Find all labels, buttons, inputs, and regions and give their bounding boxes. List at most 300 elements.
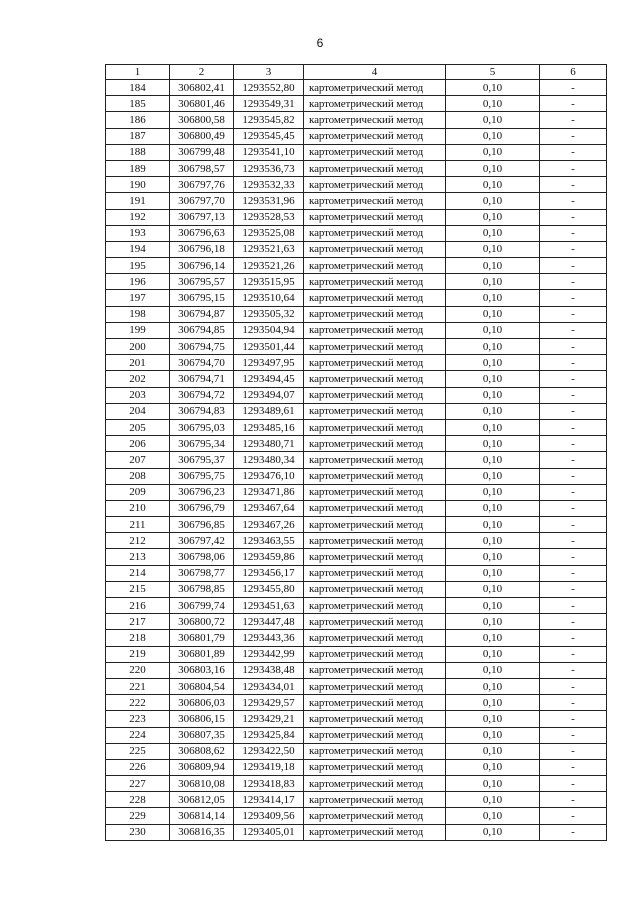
point-number-cell: 200 [106,339,170,355]
table-row [106,581,607,597]
note-cell: - [540,258,607,274]
method-cell: картометрический метод [304,484,446,500]
table-row [106,500,607,516]
x-coordinate-cell: 306799,48 [170,144,234,160]
accuracy-cell: 0,10 [446,517,540,533]
point-number-cell: 213 [106,549,170,565]
table-row [106,727,607,743]
method-cell: картометрический метод [304,646,446,662]
x-coordinate-cell: 306796,23 [170,484,234,500]
table-row [106,662,607,678]
note-cell: - [540,355,607,371]
x-coordinate-cell: 306794,75 [170,339,234,355]
note-cell: - [540,468,607,484]
method-cell: картометрический метод [304,517,446,533]
y-coordinate-cell: 1293447,48 [234,614,304,630]
note-cell: - [540,225,607,241]
table-row [106,711,607,727]
x-coordinate-cell: 306797,76 [170,177,234,193]
y-coordinate-cell: 1293489,61 [234,403,304,419]
method-cell: картометрический метод [304,290,446,306]
x-coordinate-cell: 306812,05 [170,792,234,808]
table-row [106,743,607,759]
accuracy-cell: 0,10 [446,306,540,322]
note-cell: - [540,581,607,597]
table-row [106,387,607,403]
table-body [106,80,607,841]
table-row [106,225,607,241]
x-coordinate-cell: 306800,58 [170,112,234,128]
point-number-cell: 228 [106,792,170,808]
point-number-cell: 230 [106,824,170,840]
accuracy-cell: 0,10 [446,209,540,225]
column-header: 5 [446,65,540,80]
accuracy-cell: 0,10 [446,743,540,759]
table-row [106,290,607,306]
table-row [106,306,607,322]
point-number-cell: 218 [106,630,170,646]
table-row [106,355,607,371]
y-coordinate-cell: 1293497,95 [234,355,304,371]
accuracy-cell: 0,10 [446,177,540,193]
accuracy-cell: 0,10 [446,436,540,452]
x-coordinate-cell: 306814,14 [170,808,234,824]
y-coordinate-cell: 1293528,53 [234,209,304,225]
point-number-cell: 201 [106,355,170,371]
point-number-cell: 227 [106,776,170,792]
point-number-cell: 217 [106,614,170,630]
point-number-cell: 197 [106,290,170,306]
y-coordinate-cell: 1293463,55 [234,533,304,549]
y-coordinate-cell: 1293443,36 [234,630,304,646]
column-header: 2 [170,65,234,80]
x-coordinate-cell: 306796,14 [170,258,234,274]
accuracy-cell: 0,10 [446,339,540,355]
x-coordinate-cell: 306801,79 [170,630,234,646]
column-header: 3 [234,65,304,80]
point-number-cell: 192 [106,209,170,225]
method-cell: картометрический метод [304,144,446,160]
y-coordinate-cell: 1293525,08 [234,225,304,241]
method-cell: картометрический метод [304,112,446,128]
y-coordinate-cell: 1293414,17 [234,792,304,808]
table-row [106,339,607,355]
note-cell: - [540,193,607,209]
x-coordinate-cell: 306801,46 [170,96,234,112]
accuracy-cell: 0,10 [446,808,540,824]
note-cell: - [540,662,607,678]
x-coordinate-cell: 306799,74 [170,598,234,614]
x-coordinate-cell: 306810,08 [170,776,234,792]
y-coordinate-cell: 1293494,45 [234,371,304,387]
note-cell: - [540,322,607,338]
note-cell: - [540,598,607,614]
point-number-cell: 186 [106,112,170,128]
x-coordinate-cell: 306802,41 [170,80,234,96]
accuracy-cell: 0,10 [446,193,540,209]
method-cell: картометрический метод [304,711,446,727]
method-cell: картометрический метод [304,743,446,759]
method-cell: картометрический метод [304,776,446,792]
table-row [106,241,607,257]
note-cell: - [540,808,607,824]
note-cell: - [540,96,607,112]
y-coordinate-cell: 1293425,84 [234,727,304,743]
method-cell: картометрический метод [304,824,446,840]
y-coordinate-cell: 1293451,63 [234,598,304,614]
table-row [106,695,607,711]
method-cell: картометрический метод [304,500,446,516]
accuracy-cell: 0,10 [446,727,540,743]
table-row [106,258,607,274]
method-cell: картометрический метод [304,436,446,452]
accuracy-cell: 0,10 [446,500,540,516]
note-cell: - [540,695,607,711]
point-number-cell: 226 [106,759,170,775]
table-row [106,824,607,840]
accuracy-cell: 0,10 [446,371,540,387]
point-number-cell: 219 [106,646,170,662]
y-coordinate-cell: 1293438,48 [234,662,304,678]
x-coordinate-cell: 306798,57 [170,160,234,176]
method-cell: картометрический метод [304,565,446,581]
table-row [106,436,607,452]
method-cell: картометрический метод [304,614,446,630]
accuracy-cell: 0,10 [446,274,540,290]
accuracy-cell: 0,10 [446,468,540,484]
note-cell: - [540,743,607,759]
y-coordinate-cell: 1293549,31 [234,96,304,112]
point-number-cell: 203 [106,387,170,403]
y-coordinate-cell: 1293459,86 [234,549,304,565]
y-coordinate-cell: 1293536,73 [234,160,304,176]
point-number-cell: 204 [106,403,170,419]
point-number-cell: 214 [106,565,170,581]
accuracy-cell: 0,10 [446,225,540,241]
method-cell: картометрический метод [304,630,446,646]
x-coordinate-cell: 306796,79 [170,500,234,516]
y-coordinate-cell: 1293419,18 [234,759,304,775]
note-cell: - [540,776,607,792]
x-coordinate-cell: 306795,03 [170,419,234,435]
accuracy-cell: 0,10 [446,776,540,792]
y-coordinate-cell: 1293409,56 [234,808,304,824]
x-coordinate-cell: 306808,62 [170,743,234,759]
table-row [106,614,607,630]
table-row [106,128,607,144]
accuracy-cell: 0,10 [446,824,540,840]
method-cell: картометрический метод [304,727,446,743]
table-row [106,598,607,614]
table-row [106,322,607,338]
y-coordinate-cell: 1293480,34 [234,452,304,468]
note-cell: - [540,371,607,387]
x-coordinate-cell: 306801,89 [170,646,234,662]
x-coordinate-cell: 306809,94 [170,759,234,775]
y-coordinate-cell: 1293456,17 [234,565,304,581]
y-coordinate-cell: 1293510,64 [234,290,304,306]
note-cell: - [540,306,607,322]
note-cell: - [540,419,607,435]
method-cell: картометрический метод [304,306,446,322]
x-coordinate-cell: 306797,42 [170,533,234,549]
method-cell: картометрический метод [304,128,446,144]
method-cell: картометрический метод [304,759,446,775]
point-number-cell: 188 [106,144,170,160]
table-row [106,160,607,176]
accuracy-cell: 0,10 [446,160,540,176]
accuracy-cell: 0,10 [446,614,540,630]
x-coordinate-cell: 306804,54 [170,678,234,694]
note-cell: - [540,128,607,144]
y-coordinate-cell: 1293485,16 [234,419,304,435]
method-cell: картометрический метод [304,662,446,678]
column-header: 4 [304,65,446,80]
x-coordinate-cell: 306816,35 [170,824,234,840]
accuracy-cell: 0,10 [446,695,540,711]
y-coordinate-cell: 1293471,86 [234,484,304,500]
note-cell: - [540,452,607,468]
note-cell: - [540,339,607,355]
table-row [106,452,607,468]
y-coordinate-cell: 1293545,82 [234,112,304,128]
x-coordinate-cell: 306795,57 [170,274,234,290]
method-cell: картометрический метод [304,695,446,711]
accuracy-cell: 0,10 [446,403,540,419]
point-number-cell: 225 [106,743,170,759]
y-coordinate-cell: 1293532,33 [234,177,304,193]
point-number-cell: 224 [106,727,170,743]
y-coordinate-cell: 1293501,44 [234,339,304,355]
y-coordinate-cell: 1293521,26 [234,258,304,274]
note-cell: - [540,614,607,630]
note-cell: - [540,565,607,581]
accuracy-cell: 0,10 [446,533,540,549]
method-cell: картометрический метод [304,339,446,355]
accuracy-cell: 0,10 [446,355,540,371]
y-coordinate-cell: 1293531,96 [234,193,304,209]
method-cell: картометрический метод [304,355,446,371]
point-number-cell: 189 [106,160,170,176]
note-cell: - [540,177,607,193]
point-number-cell: 209 [106,484,170,500]
point-number-cell: 215 [106,581,170,597]
table-row [106,144,607,160]
table-header [106,65,607,80]
method-cell: картометрический метод [304,387,446,403]
table-row [106,274,607,290]
accuracy-cell: 0,10 [446,549,540,565]
x-coordinate-cell: 306803,16 [170,662,234,678]
y-coordinate-cell: 1293418,83 [234,776,304,792]
note-cell: - [540,727,607,743]
note-cell: - [540,549,607,565]
point-number-cell: 194 [106,241,170,257]
x-coordinate-cell: 306794,70 [170,355,234,371]
method-cell: картометрический метод [304,808,446,824]
table-row [106,468,607,484]
y-coordinate-cell: 1293429,21 [234,711,304,727]
table-row [106,177,607,193]
method-cell: картометрический метод [304,549,446,565]
y-coordinate-cell: 1293504,94 [234,322,304,338]
table-row [106,533,607,549]
y-coordinate-cell: 1293515,95 [234,274,304,290]
method-cell: картометрический метод [304,403,446,419]
note-cell: - [540,517,607,533]
accuracy-cell: 0,10 [446,290,540,306]
page-number: 6 [316,36,324,50]
x-coordinate-cell: 306794,87 [170,306,234,322]
method-cell: картометрический метод [304,792,446,808]
y-coordinate-cell: 1293521,63 [234,241,304,257]
table-row [106,565,607,581]
y-coordinate-cell: 1293405,01 [234,824,304,840]
y-coordinate-cell: 1293429,57 [234,695,304,711]
method-cell: картометрический метод [304,96,446,112]
accuracy-cell: 0,10 [446,759,540,775]
table-row [106,193,607,209]
accuracy-cell: 0,10 [446,581,540,597]
accuracy-cell: 0,10 [446,565,540,581]
method-cell: картометрический метод [304,209,446,225]
x-coordinate-cell: 306797,70 [170,193,234,209]
accuracy-cell: 0,10 [446,419,540,435]
x-coordinate-cell: 306794,85 [170,322,234,338]
y-coordinate-cell: 1293494,07 [234,387,304,403]
x-coordinate-cell: 306795,37 [170,452,234,468]
note-cell: - [540,792,607,808]
x-coordinate-cell: 306806,15 [170,711,234,727]
note-cell: - [540,436,607,452]
method-cell: картометрический метод [304,371,446,387]
y-coordinate-cell: 1293476,10 [234,468,304,484]
point-number-cell: 222 [106,695,170,711]
x-coordinate-cell: 306794,71 [170,371,234,387]
method-cell: картометрический метод [304,581,446,597]
x-coordinate-cell: 306796,85 [170,517,234,533]
x-coordinate-cell: 306800,49 [170,128,234,144]
note-cell: - [540,112,607,128]
point-number-cell: 221 [106,678,170,694]
note-cell: - [540,209,607,225]
y-coordinate-cell: 1293467,64 [234,500,304,516]
table-row [106,112,607,128]
point-number-cell: 205 [106,419,170,435]
table-row [106,517,607,533]
method-cell: картометрический метод [304,241,446,257]
accuracy-cell: 0,10 [446,630,540,646]
point-number-cell: 190 [106,177,170,193]
accuracy-cell: 0,10 [446,387,540,403]
accuracy-cell: 0,10 [446,711,540,727]
column-header: 6 [540,65,607,80]
point-number-cell: 202 [106,371,170,387]
point-number-cell: 191 [106,193,170,209]
method-cell: картометрический метод [304,419,446,435]
note-cell: - [540,646,607,662]
x-coordinate-cell: 306796,63 [170,225,234,241]
accuracy-cell: 0,10 [446,646,540,662]
point-number-cell: 185 [106,96,170,112]
method-cell: картометрический метод [304,533,446,549]
table-row [106,678,607,694]
table-row [106,808,607,824]
point-number-cell: 220 [106,662,170,678]
table-row [106,80,607,96]
x-coordinate-cell: 306798,85 [170,581,234,597]
table-row [106,403,607,419]
x-coordinate-cell: 306806,03 [170,695,234,711]
method-cell: картометрический метод [304,160,446,176]
method-cell: картометрический метод [304,193,446,209]
point-number-cell: 229 [106,808,170,824]
method-cell: картометрический метод [304,80,446,96]
point-number-cell: 210 [106,500,170,516]
point-number-cell: 208 [106,468,170,484]
accuracy-cell: 0,10 [446,241,540,257]
note-cell: - [540,711,607,727]
column-header: 1 [106,65,170,80]
table-row [106,630,607,646]
x-coordinate-cell: 306797,13 [170,209,234,225]
x-coordinate-cell: 306795,75 [170,468,234,484]
note-cell: - [540,241,607,257]
note-cell: - [540,387,607,403]
point-number-cell: 187 [106,128,170,144]
x-coordinate-cell: 306800,72 [170,614,234,630]
method-cell: картометрический метод [304,322,446,338]
y-coordinate-cell: 1293434,01 [234,678,304,694]
note-cell: - [540,824,607,840]
note-cell: - [540,484,607,500]
note-cell: - [540,500,607,516]
method-cell: картометрический метод [304,468,446,484]
x-coordinate-cell: 306795,34 [170,436,234,452]
table-row [106,549,607,565]
header-row [106,65,607,80]
coordinates-table [105,64,607,841]
method-cell: картометрический метод [304,598,446,614]
x-coordinate-cell: 306798,06 [170,549,234,565]
table-row [106,484,607,500]
note-cell: - [540,80,607,96]
accuracy-cell: 0,10 [446,452,540,468]
y-coordinate-cell: 1293541,10 [234,144,304,160]
y-coordinate-cell: 1293467,26 [234,517,304,533]
point-number-cell: 184 [106,80,170,96]
point-number-cell: 199 [106,322,170,338]
accuracy-cell: 0,10 [446,678,540,694]
accuracy-cell: 0,10 [446,792,540,808]
table-row [106,209,607,225]
point-number-cell: 206 [106,436,170,452]
note-cell: - [540,759,607,775]
y-coordinate-cell: 1293442,99 [234,646,304,662]
accuracy-cell: 0,10 [446,128,540,144]
x-coordinate-cell: 306794,83 [170,403,234,419]
method-cell: картометрический метод [304,225,446,241]
method-cell: картометрический метод [304,274,446,290]
point-number-cell: 212 [106,533,170,549]
method-cell: картометрический метод [304,678,446,694]
accuracy-cell: 0,10 [446,484,540,500]
point-number-cell: 207 [106,452,170,468]
point-number-cell: 223 [106,711,170,727]
note-cell: - [540,403,607,419]
accuracy-cell: 0,10 [446,598,540,614]
y-coordinate-cell: 1293422,50 [234,743,304,759]
